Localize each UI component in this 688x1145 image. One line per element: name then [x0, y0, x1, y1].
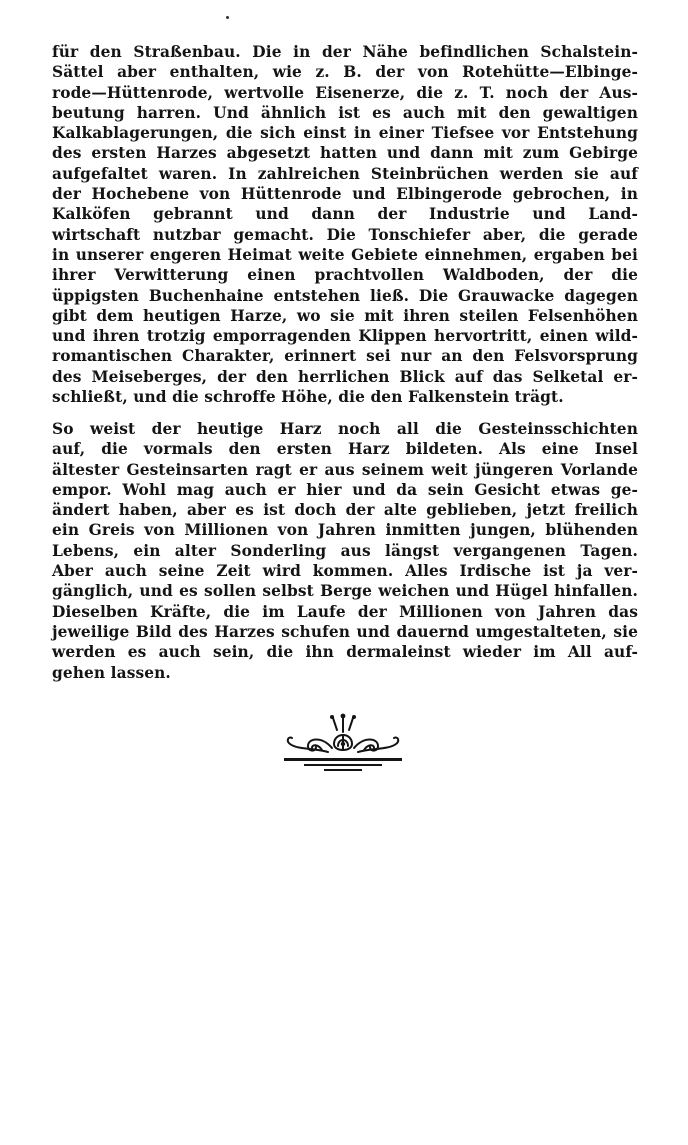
text-line: romantischen Charakter, erinnert sei nur an den Felsvorsprung — [52, 347, 638, 366]
text-line: gehen lassen. — [52, 663, 171, 682]
text-line: werden es auch sein, die ihn dermaleinst wieder im All auf- — [52, 643, 638, 662]
text-line: und ihren trotzig emporragenden Klippen hervortritt, einen wild- — [52, 327, 638, 346]
text-line: für den Straßenbau. Die in der Nähe befindlichen Schalstein- — [52, 43, 638, 61]
print-speck — [226, 16, 229, 19]
text-line: des Meiseberges, der den herrlichen Blick auf das Selketal er- — [52, 367, 638, 386]
text-line: So weist der heutige Harz noch all die Gesteinsschichten — [52, 420, 638, 438]
text-line: üppigsten Buchenhaine entstehen ließ. Die Grauwacke dagegen — [52, 286, 638, 305]
text-line: gibt dem heutigen Harze, wo sie mit ihren steilen Felsenhöhen — [52, 306, 638, 325]
floral-vignette-icon — [278, 706, 408, 776]
text-line: wirtschaft nutzbar gemacht. Die Tonschiefer aber, die gerade — [52, 225, 638, 244]
text-line: des ersten Harzes abgesetzt hatten und dann mit zum Gebirge — [52, 144, 638, 163]
text-line: jeweilige Bild des Harzes schufen und dauernd umgestalteten, sie — [52, 622, 638, 641]
text-line: in unserer engeren Heimat weite Gebiete einnehmen, ergaben bei — [52, 245, 638, 264]
text-line: beutung harren. Und ähnlich ist es auch mit den gewaltigen — [52, 103, 638, 122]
paragraph-1 — [52, 42, 638, 407]
text-line: rode—Hüttenrode, wertvolle Eisenerze, die z. T. noch der Aus- — [52, 83, 638, 102]
text-line: auf, die vormals den ersten Harz bildeten. Als eine Insel — [52, 440, 638, 459]
text-line: der Hochebene von Hüttenrode und Elbingerode gebrochen, in — [52, 185, 638, 204]
text-line: Kalköfen gebrannt und dann der Industrie und Land- — [52, 205, 638, 224]
text-line: aufgefaltet waren. In zahlreichen Steinbrüchen werden sie auf — [52, 164, 638, 183]
text-line: schließt, und die schroffe Höhe, die den Falkenstein trägt. — [52, 388, 564, 407]
text-line: Dieselben Kräfte, die im Laufe der Millionen von Jahren das — [52, 602, 638, 621]
text-line: ältester Gesteinsarten ragt er aus seinem weit jüngeren Vorlande — [52, 460, 638, 479]
text-line: ändert haben, aber es ist doch der alte geblieben, jetzt freilich — [52, 501, 638, 520]
paragraph-2 — [52, 419, 638, 683]
text-line: Kalkablagerungen, die sich einst in einer Tiefsee vor Entstehung — [52, 124, 638, 143]
text-line: ein Greis von Millionen von Jahren inmitten jungen, blühenden — [52, 521, 638, 540]
text-line: empor. Wohl mag auch er hier und da sein Gesicht etwas ge- — [52, 480, 638, 499]
text-line: Sättel aber enthalten, wie z. B. der von Rotehütte—Elbinge- — [52, 63, 638, 82]
text-line: Aber auch seine Zeit wird kommen. Alles Irdische ist ja ver- — [52, 562, 638, 581]
text-line: Lebens, ein alter Sonderling aus längst vergangenen Tagen. — [52, 541, 638, 560]
text-line: gänglich, und es sollen selbst Berge weichen und Hügel hinfallen. — [52, 582, 638, 601]
text-line: ihrer Verwitterung einen prachtvollen Waldboden, der die — [52, 266, 638, 285]
